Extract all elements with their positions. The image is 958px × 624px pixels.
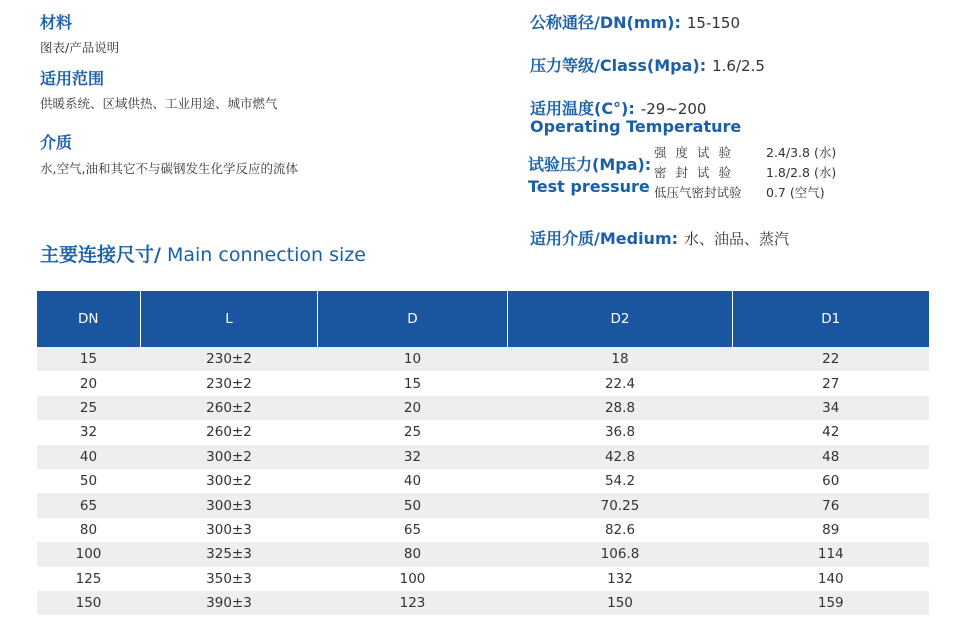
- cell-d1: 22: [733, 347, 929, 371]
- section-title-zh: 主要连接尺寸/: [40, 244, 161, 266]
- cell-d2: 22.4: [508, 371, 733, 395]
- cell-dn: 20: [37, 371, 141, 395]
- spec-nominal-value: 15-150: [686, 14, 741, 32]
- table-row: [37, 396, 929, 420]
- test-row-value: 1.8/2.8 (水): [766, 165, 837, 180]
- material-heading: 材料: [40, 13, 73, 32]
- spec-test-pressure: [528, 152, 651, 196]
- cell-d: 50: [318, 493, 508, 517]
- cell-d: 32: [318, 445, 508, 469]
- cell-d: 123: [318, 591, 508, 615]
- cell-d1: 140: [733, 567, 929, 591]
- header-d1: D1: [733, 291, 929, 347]
- cell-d2: 28.8: [508, 396, 733, 420]
- spec-temperature: [530, 96, 741, 136]
- material-block: [40, 10, 119, 56]
- test-row-name: 强度试验: [654, 145, 741, 160]
- cell-l: 230±2: [141, 371, 318, 395]
- header-l: L: [141, 291, 318, 347]
- table-row: [37, 493, 929, 517]
- cell-dn: 25: [37, 396, 141, 420]
- table-row: [37, 542, 929, 566]
- table-row: [37, 518, 929, 542]
- spec-nominal: [530, 10, 740, 33]
- cell-d: 65: [318, 518, 508, 542]
- table-row: [37, 371, 929, 395]
- cell-d1: 42: [733, 420, 929, 444]
- test-row-value: 0.7 (空气): [766, 185, 825, 200]
- spec-temperature-en: Operating Temperature: [530, 117, 742, 136]
- test-row: [654, 163, 836, 183]
- cell-d: 10: [318, 347, 508, 371]
- medium-block: [40, 130, 298, 177]
- spec-temperature-value: -29~200: [640, 100, 707, 118]
- cell-d1: 60: [733, 469, 929, 493]
- table-row: [37, 469, 929, 493]
- spec-test-pressure-en: Test pressure: [528, 177, 650, 196]
- spec-pressure-class-value: 1.6/2.5: [712, 57, 765, 75]
- cell-d1: 89: [733, 518, 929, 542]
- spec-medium: [530, 226, 789, 249]
- cell-dn: 65: [37, 493, 141, 517]
- test-row-name: 密封试验: [654, 165, 741, 180]
- cell-l: 390±3: [141, 591, 318, 615]
- cell-d: 20: [318, 396, 508, 420]
- spec-pressure-class-label: 压力等级/Class(Mpa):: [530, 56, 707, 75]
- cell-d2: 54.2: [508, 469, 733, 493]
- header-d: D: [318, 291, 508, 347]
- cell-dn: 15: [37, 347, 141, 371]
- cell-d2: 36.8: [508, 420, 733, 444]
- application-text: 供暖系统、区域供热、工业用途、城市燃气: [40, 96, 278, 111]
- cell-d: 80: [318, 542, 508, 566]
- cell-l: 325±3: [141, 542, 318, 566]
- spec-test-pressure-label: 试验压力(Mpa):: [528, 155, 652, 174]
- cell-d: 15: [318, 371, 508, 395]
- cell-dn: 125: [37, 567, 141, 591]
- cell-d2: 106.8: [508, 542, 733, 566]
- cell-d1: 34: [733, 396, 929, 420]
- table-header-row: [37, 291, 929, 347]
- cell-d2: 150: [508, 591, 733, 615]
- header-d2: D2: [508, 291, 733, 347]
- table-row: [37, 567, 929, 591]
- cell-d: 100: [318, 567, 508, 591]
- cell-d2: 18: [508, 347, 733, 371]
- cell-l: 300±3: [141, 518, 318, 542]
- cell-d2: 82.6: [508, 518, 733, 542]
- cell-l: 230±2: [141, 347, 318, 371]
- cell-d1: 27: [733, 371, 929, 395]
- cell-d1: 159: [733, 591, 929, 615]
- test-pressure-table: [654, 143, 836, 203]
- cell-dn: 100: [37, 542, 141, 566]
- cell-dn: 32: [37, 420, 141, 444]
- cell-dn: 50: [37, 469, 141, 493]
- cell-dn: 40: [37, 445, 141, 469]
- test-row-value: 2.4/3.8 (水): [766, 145, 837, 160]
- header-dn: DN: [37, 291, 141, 347]
- cell-d: 40: [318, 469, 508, 493]
- spec-medium-label: 适用介质/Medium:: [530, 229, 679, 248]
- test-row: [654, 183, 836, 203]
- table-row: [37, 347, 929, 371]
- section-title: [40, 240, 366, 267]
- medium-text: 水,空气,油和其它不与碳钢发生化学反应的流体: [40, 161, 298, 176]
- cell-d1: 48: [733, 445, 929, 469]
- cell-d: 25: [318, 420, 508, 444]
- spec-pressure-class: [530, 53, 765, 76]
- cell-d1: 114: [733, 542, 929, 566]
- test-row-name: 低压气密封试验: [654, 185, 742, 200]
- cell-d2: 70.25: [508, 493, 733, 517]
- spec-medium-value: 水、油品、蒸汽: [684, 230, 790, 248]
- spec-temperature-label: 适用温度(C°):: [530, 99, 635, 118]
- table-body: [37, 347, 929, 615]
- cell-l: 300±2: [141, 445, 318, 469]
- cell-d2: 132: [508, 567, 733, 591]
- cell-d1: 76: [733, 493, 929, 517]
- cell-dn: 150: [37, 591, 141, 615]
- material-text: 图表/产品说明: [40, 40, 120, 55]
- cell-l: 300±2: [141, 469, 318, 493]
- cell-l: 300±3: [141, 493, 318, 517]
- cell-l: 350±3: [141, 567, 318, 591]
- section-title-en: Main connection size: [160, 244, 366, 266]
- cell-d2: 42.8: [508, 445, 733, 469]
- connection-size-table: [36, 291, 929, 615]
- application-block: [40, 66, 278, 112]
- medium-heading: 介质: [40, 133, 73, 152]
- test-row: [654, 143, 836, 163]
- table-row: [37, 420, 929, 444]
- cell-l: 260±2: [141, 420, 318, 444]
- cell-dn: 80: [37, 518, 141, 542]
- cell-l: 260±2: [141, 396, 318, 420]
- table-row: [37, 591, 929, 615]
- table-row: [37, 445, 929, 469]
- spec-nominal-label: 公称通径/DN(mm):: [530, 13, 681, 32]
- application-heading: 适用范围: [40, 69, 105, 88]
